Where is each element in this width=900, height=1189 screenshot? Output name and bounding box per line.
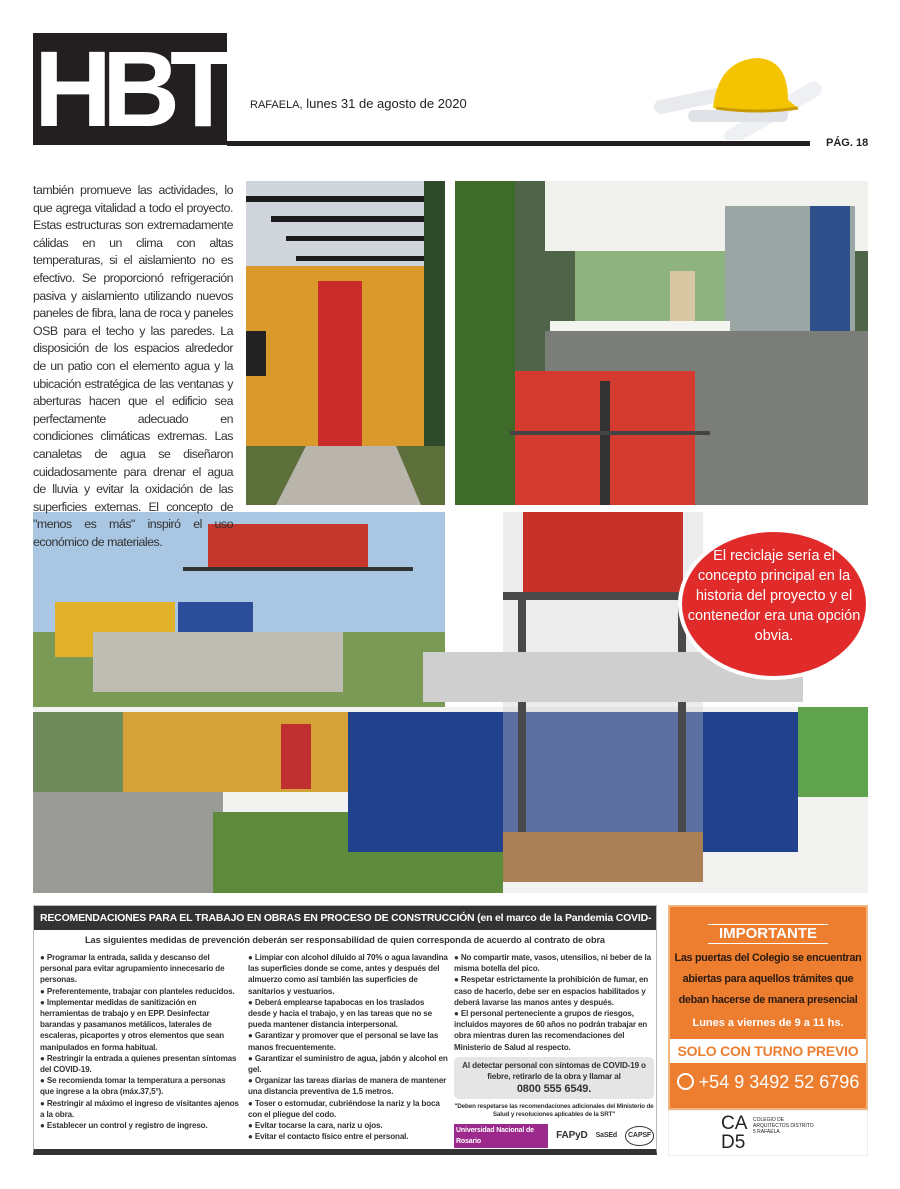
cad5-name: COLEGIO DE ARQUITECTOS DISTRITO 5 RAFAELA — [753, 1117, 814, 1135]
list-item: ● Respetar estrictamente la prohibición de fumar, en caso de hacerlo, debe ser en espacios habilitados y deberá lavarse las manos antes y después. — [454, 975, 649, 1007]
list-item: ● El personal perteneciente a grupos de riesgos, incluidos mayores de 60 años no podrán trabajar en obra mientras duren las recomendaciones del Ministerio de Salud al respecto. — [454, 1009, 648, 1052]
header-date — [250, 96, 467, 111]
list-item: ● Preferentemente, trabajar con planteles reducidos. — [40, 986, 235, 996]
list-item: ● Restringir la entrada a quienes presentan síntomas del COVID-19. — [40, 1053, 237, 1075]
fapyd-logo: FAPyD — [556, 1130, 588, 1142]
srt-note: "Deben respetarse las recomendaciones adicionales del Ministerio de Salud y resoluciones aplicables de la SRT" — [454, 1102, 654, 1119]
covid-alert — [454, 1057, 654, 1099]
cad5-logo-box — [668, 1110, 868, 1156]
cad5-logo: CA D5 — [721, 1113, 747, 1153]
hard-hat-icon — [648, 50, 833, 140]
capsf-logo: CAPSF — [625, 1126, 654, 1145]
list-item: ● Programar la entrada, salida y descanso del personal para evitar agrupamiento innecesario de personas. — [40, 953, 225, 985]
importante-notice — [668, 905, 868, 1110]
unr-logo: Universidad Nacional de Rosario — [454, 1124, 548, 1148]
list-item: ● Evitar tocarse la cara, nariz u ojos. — [248, 1121, 383, 1131]
pull-quote: El reciclaje sería el concepto principal en la historia del proyecto y el contenedor era una opción obvia. — [678, 528, 870, 680]
list-item: ● Garantizar y promover que el personal se lave las manos frecuentemente. — [248, 1031, 439, 1052]
header-rule — [227, 141, 810, 146]
date: lunes 31 de agosto de 2020 — [306, 96, 467, 111]
list-item: ● Restringir al máximo el ingreso de visitantes ajenos a la obra. — [40, 1098, 239, 1119]
sponsor-logos — [454, 1124, 654, 1148]
phone-number: +54 9 3492 52 6796 — [698, 1072, 860, 1092]
alert-phone: 0800 555 6549. — [516, 1082, 592, 1095]
recommendations-subtitle: Las siguientes medidas de prevención deberán ser responsabilidad de quien corresponda de acuerdo al contrato de obra — [85, 935, 605, 945]
recommendations-col-2 — [248, 952, 448, 1142]
notice-title: IMPORTANTE — [708, 924, 828, 944]
article-body: también promueve las actividades, lo que agrega vitalidad a todo el proyecto. Estas estructuras son extremadamente cálidas en un clima con altas temperaturas, si el aislamiento no es efectivo. Se proporcionó refrigeración pasiva y aislamiento utilizando nuevos paneles de fibra, lana de roca y paneles OSB para el techo y las paredes. La disposición de los espacios alrededor de un patio con el elemento agua y la ubicación estratégica de las ventanas y aberturas hacen que el edificio sea perfectamente adecuado en condiciones climáticas extremas. Las canaletas de agua se diseñaron cuidadosamente para drenar el agua de lluvia y evitar la oxidación de las superficies externas. El concepto de "menos es más" inspiró el uso económico de materiales. — [33, 183, 233, 549]
whatsapp-icon — [677, 1073, 694, 1090]
notice-hours: Lunes a viernes de 9 a 11 hs. — [692, 1017, 844, 1029]
city: RAFAELA, — [250, 99, 303, 111]
alert-text: Al detectar personal con síntomas de COVID-19 o fiebre, retirarlo de la obra y llamar al — [462, 1060, 646, 1081]
list-item: ● Organizar las tareas diarias de manera de mantener una distancia preventiva de 1.5 metros. — [248, 1076, 447, 1097]
notice-turno: SOLO CON TURNO PREVIO — [670, 1039, 866, 1063]
list-item: ● Limpiar con alcohol diluido al 70% o agua lavandina las superficies donde se come, antes y después del almuerzo como así también las superficies de sanitarios y vestuarios. — [248, 953, 448, 996]
list-item: ● Garantizar el suministro de agua, jabón y alcohol en gel. — [248, 1053, 448, 1075]
list-item: ● Evitar el contacto físico entre el personal. — [248, 1132, 409, 1142]
page-number: PÁG. 18 — [826, 137, 869, 149]
sased-logo: SaSEd — [595, 1132, 618, 1140]
recommendations-title: RECOMENDACIONES PARA EL TRABAJO EN OBRAS EN PROCESO DE CONSTRUCCIÓN (en el marco de la Pandemia COVID-19) — [34, 906, 656, 930]
notice-body: Las puertas del Colegio se encuentran abiertas para aquellos trámites que deban hacerse de manera presencial — [674, 952, 862, 1006]
list-item: ● Toser o estornudar, cubriéndose la nariz y la boca con el pliegue del codo. — [248, 1098, 440, 1119]
list-item: ● Deberá emplearse tapabocas en los traslados desde y hacia el trabajo, y en las tareas que no se pueda mantener distancia interpersonal. — [248, 997, 432, 1030]
list-item: ● Se recomienda tomar la temperatura a personas que ingrese a la obra (máx.37,5°). — [40, 1076, 226, 1097]
photo-orange-container — [246, 181, 445, 505]
list-item: ● No compartir mate, vasos, utensilios, ni beber de la misma botella del pico. — [454, 953, 651, 974]
list-item: ● Establecer un control y registro de ingreso. — [40, 1121, 208, 1131]
hbt-logo: HBT — [34, 28, 226, 149]
covid-recommendations-box — [33, 905, 657, 1155]
notice-phone — [670, 1072, 866, 1093]
recommendations-col-1 — [40, 952, 240, 1131]
recommendations-col-3 — [454, 952, 654, 1148]
list-item: ● Implementar medidas de sanitización en herramientas de trabajo y en EPP. Desinfectar barandas y pasamanos metálicos, laterales de escaleras, picaportes y otros elementos que sean manipulados en forma habitual. — [40, 997, 224, 1052]
photo-office-interior — [455, 181, 868, 505]
